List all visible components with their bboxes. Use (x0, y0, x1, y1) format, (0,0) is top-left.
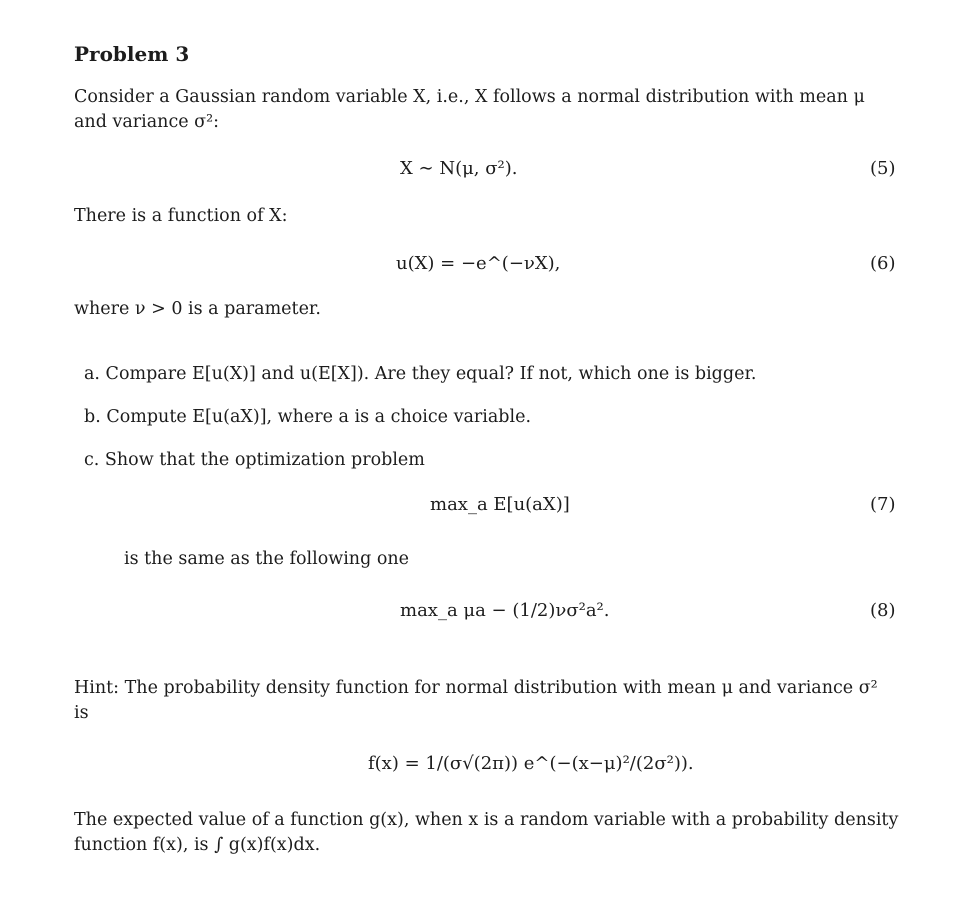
equation-5-number: (5) (870, 158, 896, 179)
where-text: where ν > 0 is a parameter. (74, 299, 321, 319)
hint-line-2: is (74, 703, 89, 723)
item-c: c. Show that the optimization problem (84, 450, 425, 470)
item-b: b. Compute E[u(aX)], where a is a choice variable. (84, 407, 532, 427)
equation-6: u(X) = −e^(−νX), (396, 253, 561, 274)
expected-line-2: function f(x), is ∫ g(x)f(x)dx. (74, 835, 321, 855)
equation-7-number: (7) (870, 494, 896, 515)
intro-paragraph (74, 85, 904, 135)
expected-value-paragraph (74, 808, 904, 858)
pdf-equation: f(x) = 1/(σ√(2π)) e^(−(x−μ)²/(2σ²)). (368, 753, 694, 774)
same-as-text: is the same as the following one (124, 549, 410, 569)
intro-line-2: and variance σ²: (74, 112, 220, 132)
equation-8: max_a μa − (1/2)νσ²a². (400, 600, 610, 621)
equation-8-number: (8) (870, 600, 896, 621)
equation-7: max_a E[u(aX)] (430, 494, 570, 515)
item-a: a. Compare E[u(X)] and u(E[X]). Are they equal? If not, which one is bigger. (84, 364, 757, 384)
hint-line-1: Hint: The probability density function for normal distribution with mean μ and variance σ² (74, 678, 878, 698)
hint-paragraph (74, 676, 904, 726)
equation-6-number: (6) (870, 253, 896, 274)
expected-line-1: The expected value of a function g(x), when x is a random variable with a probability density (74, 810, 899, 830)
function-intro: There is a function of X: (74, 206, 288, 226)
equation-5: X ∼ N(μ, σ²). (400, 158, 518, 179)
problem-title: Problem 3 (74, 42, 190, 66)
intro-line-1: Consider a Gaussian random variable X, i.e., X follows a normal distribution with mean μ (74, 87, 865, 107)
